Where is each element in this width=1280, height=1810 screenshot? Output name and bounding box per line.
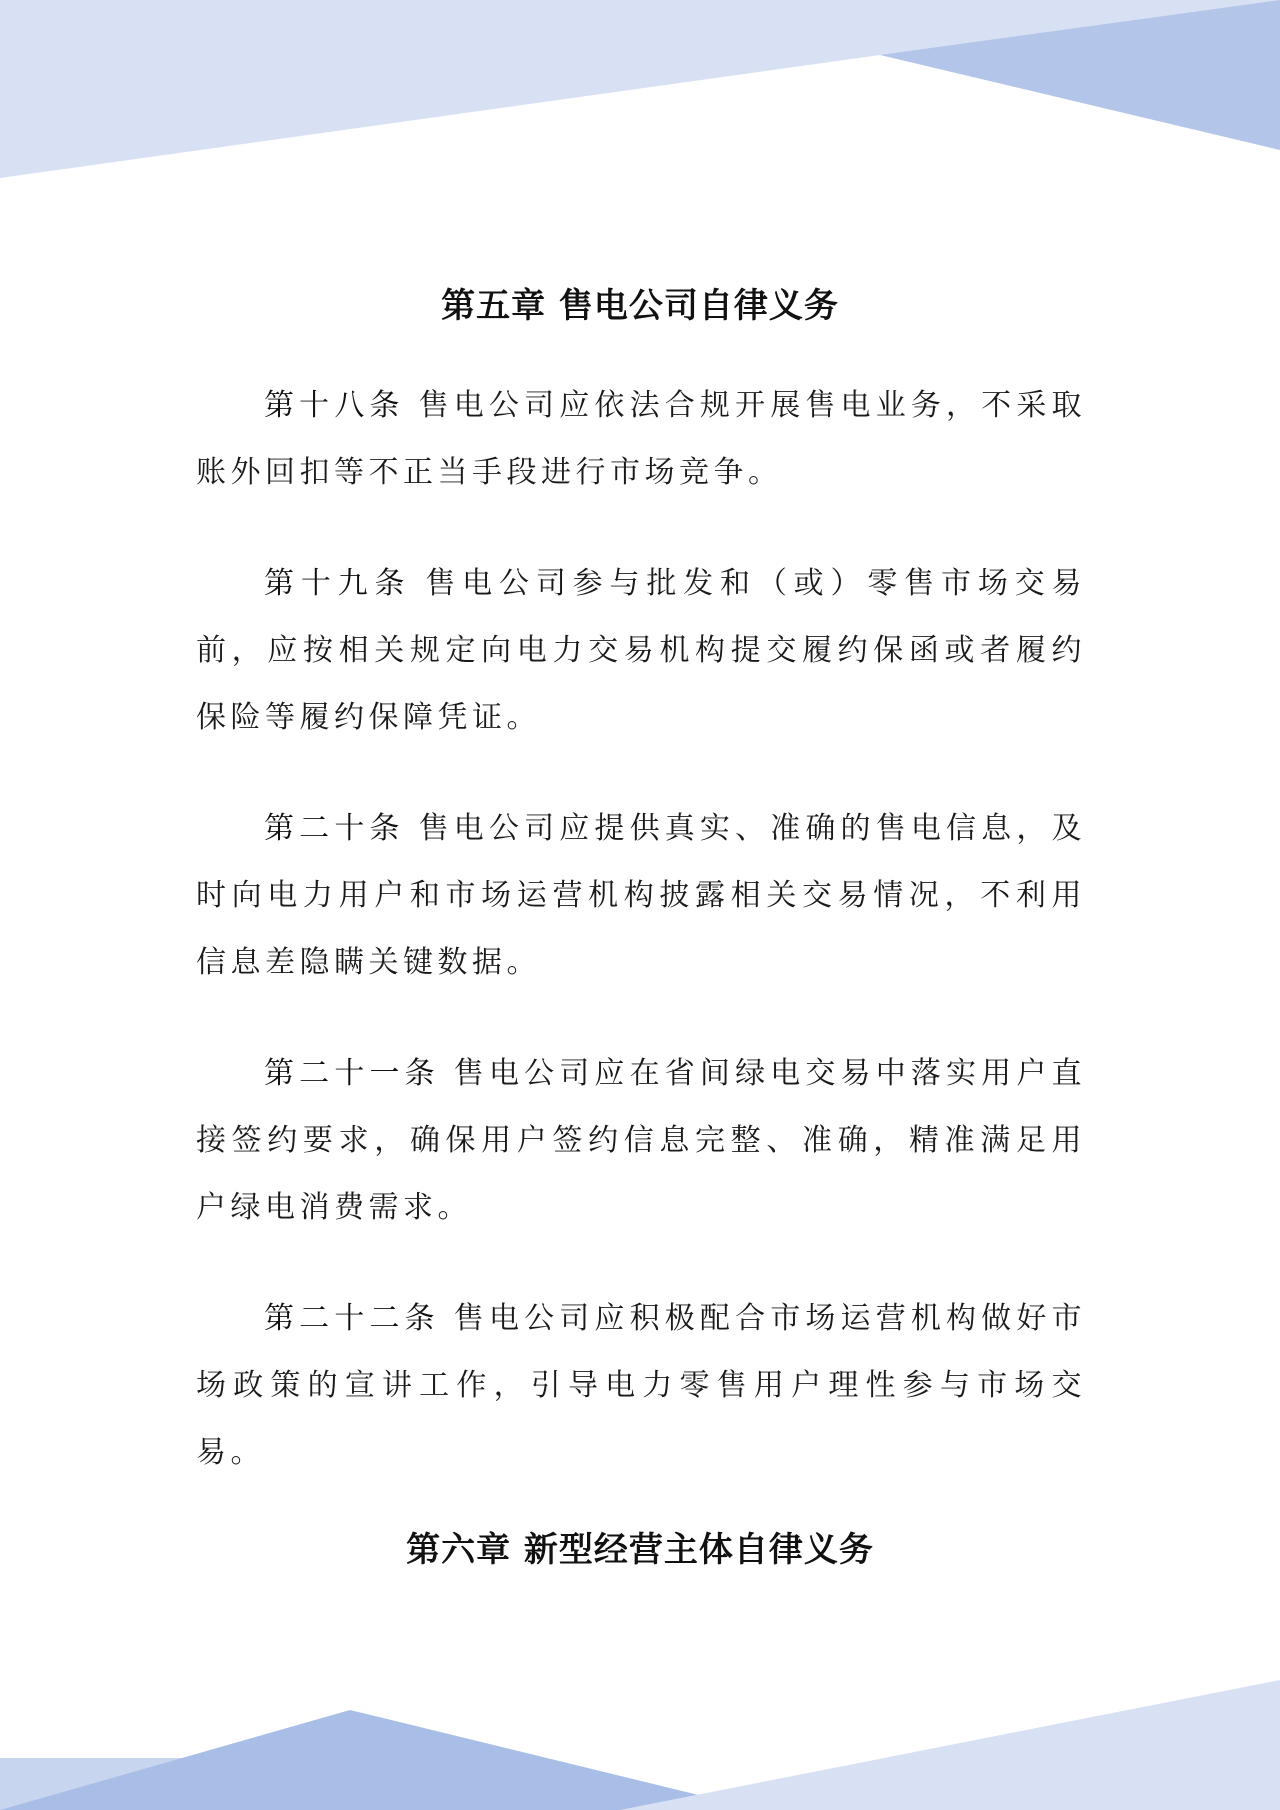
- article-body: 售电公司参与批发和（或）零售市场交易前，应按相关规定向电力交易机构提交履约保函或者履约保险等履约保障凭证。: [196, 566, 1087, 735]
- article-number: 第十八条: [264, 388, 405, 423]
- article-body: 售电公司应提供真实、准确的售电信息，及时向电力用户和市场运营机构披露相关交易情况，不利用信息差隐瞒关键数据。: [196, 811, 1087, 980]
- article-number: 第十九条: [264, 566, 412, 601]
- article-number: 第二十条: [264, 811, 405, 846]
- chapter-title: 第六章 新型经营主体自律义务: [406, 1530, 874, 1570]
- article-18: [196, 372, 1086, 506]
- article-number: 第二十一条: [264, 1056, 440, 1091]
- bottom-right-band: [620, 1680, 1280, 1810]
- bottom-decoration: [0, 1680, 1280, 1810]
- article-body: 售电公司应积极配合市场运营机构做好市场政策的宣讲工作，引导电力零售用户理性参与市场交易。: [196, 1301, 1087, 1470]
- article-21: [196, 1040, 1086, 1241]
- article-body: 售电公司应依法合规开展售电业务，不采取账外回扣等不正当手段进行市场竞争。: [196, 388, 1087, 490]
- chapter-title: 第五章 售电公司自律义务: [441, 286, 839, 326]
- article-body: 售电公司应在省间绿电交易中落实用户直接签约要求，确保用户签约信息完整、准确，精准满足用户绿电消费需求。: [196, 1056, 1087, 1225]
- article-number: 第二十二条: [264, 1301, 440, 1336]
- article-list: [196, 372, 1086, 1530]
- top-decoration: [0, 0, 1280, 190]
- article-19: [196, 550, 1086, 751]
- article-20: [196, 795, 1086, 996]
- article-22: [196, 1285, 1086, 1486]
